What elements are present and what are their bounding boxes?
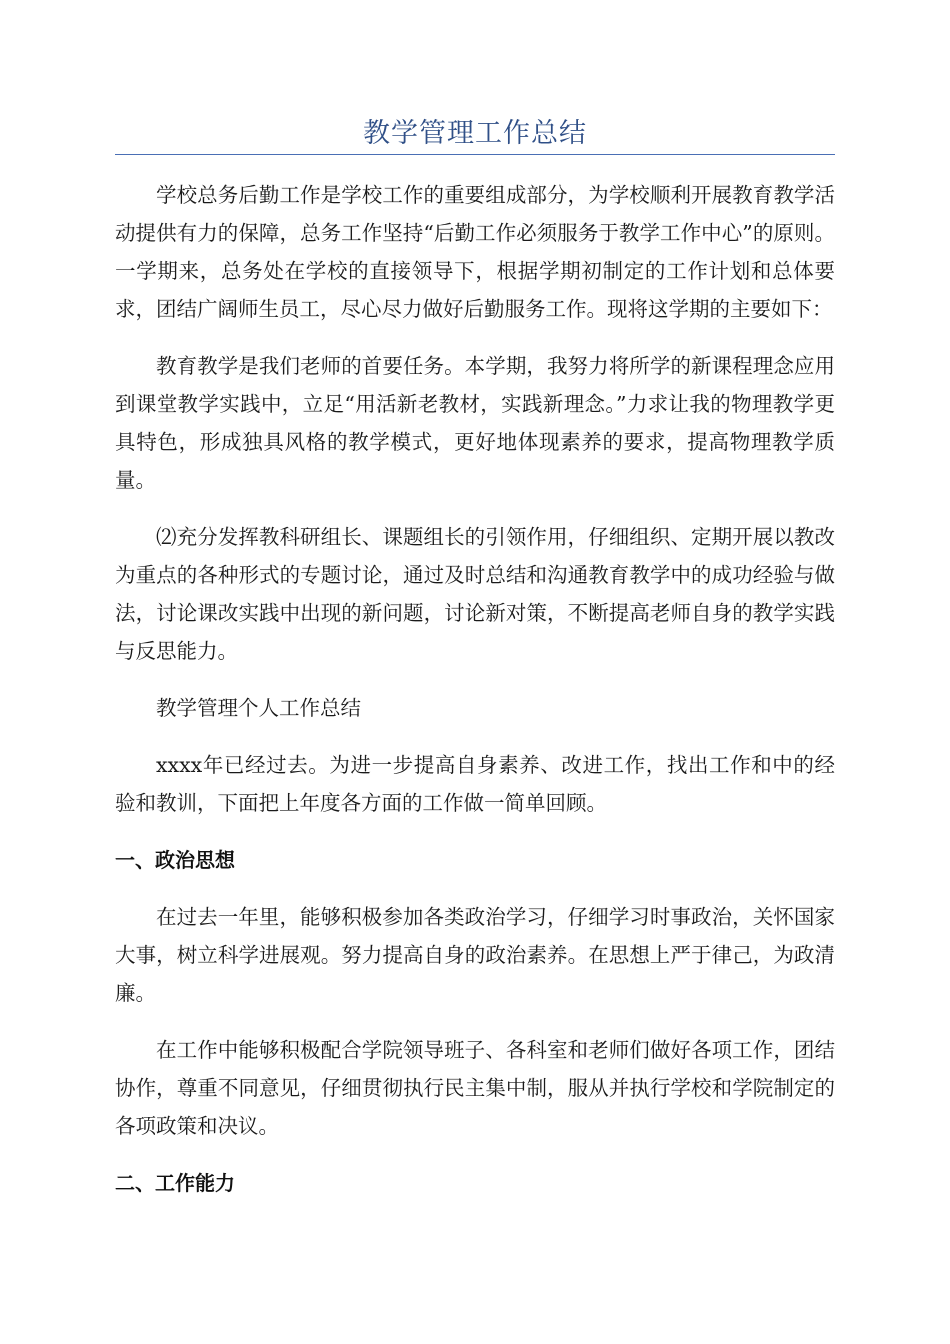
document-body — [115, 176, 835, 1221]
paragraph-intro: 学校总务后勤工作是学校工作的重要组成部分，为学校顺利开展教育教学活动提供有力的保障，总务工作坚持“后勤工作必须服务于教学工作中心”的原则。一学期来，总务处在学校的直接领导下，根据学期初制定的工作计划和总体要求，团结广阔师生员工，尽心尽力做好后勤服务工作。现将这学期的主要如下： — [115, 183, 835, 321]
paragraph-subtitle: 教学管理个人工作总结 — [156, 696, 361, 720]
document-title: 教学管理工作总结 — [363, 118, 587, 149]
paragraph-politics-2: 在工作中能够积极配合学院领导班子、各科室和老师们做好各项工作，团结协作，尊重不同意见，仔细贯彻执行民主集中制，服从并执行学校和学院制定的各项政策和决议。 — [115, 1038, 835, 1138]
title-underline — [115, 154, 835, 155]
section-heading-ability: 二、工作能力 — [115, 1171, 235, 1195]
paragraph-politics-1: 在过去一年里，能够积极参加各类政治学习，仔细学习时事政治，关怀国家大事，树立科学进展观。努力提高自身的政治素养。在思想上严于律己，为政清廉。 — [115, 905, 835, 1005]
paragraph-teaching: 教育教学是我们老师的首要任务。本学期，我努力将所学的新课程理念应用到课堂教学实践中，立足“用活新老教材，实践新理念。”力求让我的物理教学更具特色，形成独具风格的教学模式，更好地体现素养的要求，提高物理教学质量。 — [115, 354, 835, 492]
paragraph-research: ⑵充分发挥教科研组长、课题组长的引领作用，仔细组织、定期开展以教改为重点的各种形式的专题讨论，通过及时总结和沟通教育教学中的成功经验与做法，讨论课改实践中出现的新问题，讨论新对策，不断提高老师自身的教学实践与反思能力。 — [115, 525, 835, 663]
paragraph-review: xxxx年已经过去。为进一步提高自身素养、改进工作，找出工作和中的经验和教训，下面把上年度各方面的工作做一简单回顾。 — [115, 753, 835, 815]
section-heading-politics: 一、政治思想 — [115, 848, 235, 872]
